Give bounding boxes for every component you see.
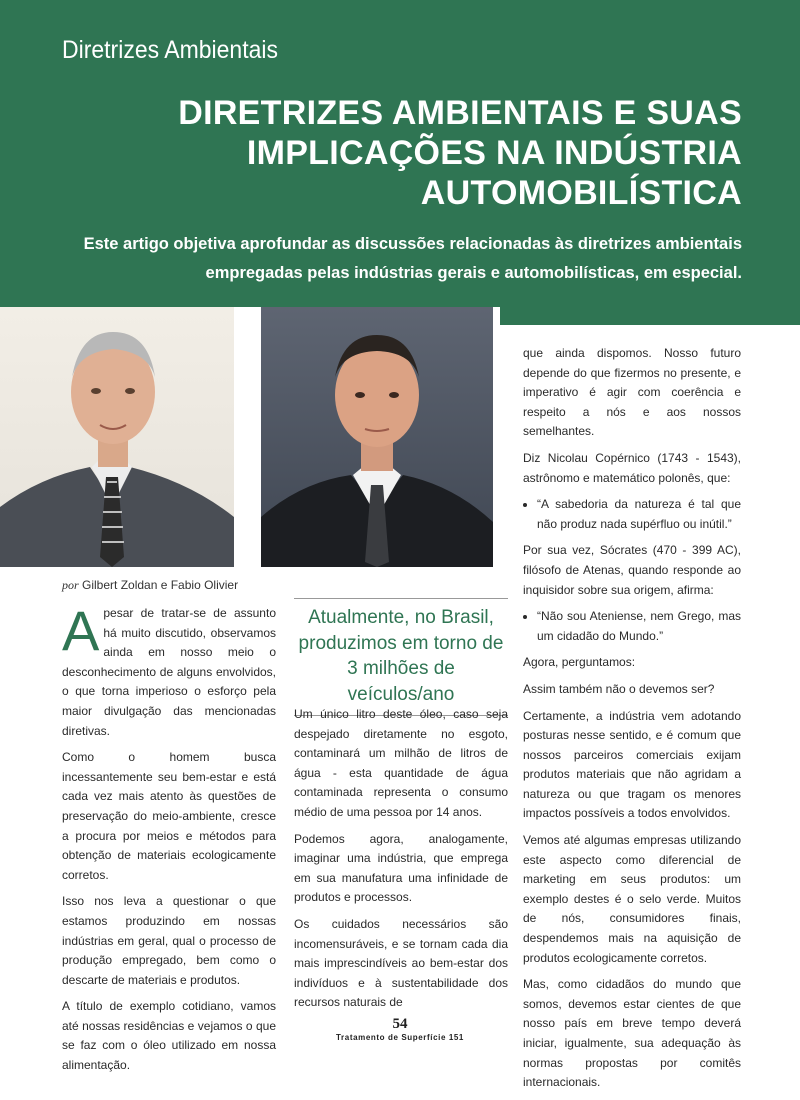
- article-headline: [42, 93, 742, 213]
- paragraph: Podemos agora, analogamente, imaginar uma indústria, que emprega em sua manufatura uma infinidade de produtos e processos.: [294, 831, 508, 905]
- paragraph: Assim também não o devemos ser?: [523, 681, 715, 696]
- pull-quote: Atualmente, no Brasil, produzimos em torno de 3 milhões de veículos/ano: [294, 598, 508, 716]
- paragraph: [62, 599, 276, 741]
- paragraph: Mas, como cidadãos do mundo que somos, devemos estar cientes de que nosso país em breve tempo deverá iniciar, igualmente, sua adequação às normas propostas por comitês internacionais.: [523, 977, 741, 1090]
- paragraph: Vemos até algumas empresas utilizando este aspecto como diferencial de marketing em seus produtos: um exemplo destes é o selo verde. Muitos de nós, consumidores finais, despendemos mais na aquisição de produtos ecologicamente corretos.: [523, 833, 741, 965]
- paragraph: Por sua vez, Sócrates (470 - 399 AC), filósofo de Atenas, quando responde ao inquisidor sobre sua origem, afirma:: [523, 543, 741, 597]
- magazine-name: Tratamento de Superfície 151: [336, 1033, 464, 1042]
- paragraph: Isso nos leva a questionar o que estamos produzindo em nossas indústrias em geral, qual o processo de produção empregado, bem como o descarte de materiais e produtos.: [62, 894, 276, 987]
- column-1: [62, 599, 276, 1083]
- byline-authors: Gilbert Zoldan e Fabio Olivier: [82, 578, 239, 592]
- paragraph: A título de exemplo cotidiano, vamos até nossas residências e vejamos o que se faz com o óleo utilizado em nossa alimentação.: [62, 999, 276, 1073]
- headline-line-2: IMPLICAÇÕES NA INDÚSTRIA: [246, 134, 742, 172]
- headline-line-1: DIRETRIZES AMBIENTAIS E SUAS: [178, 94, 742, 132]
- paragraph: que ainda dispomos. Nosso futuro depende do que fizermos no presente, e imperativo é agir com coerência e respeito a nós e aos nossos semelhantes.: [523, 346, 741, 439]
- quote-list: [523, 607, 741, 646]
- section-title: Diretrizes Ambientais: [62, 36, 279, 64]
- lead-line-1: Este artigo objetiva aprofundar as discussões relacionadas às diretrizes ambientais: [83, 235, 742, 253]
- paragraph: Certamente, a indústria vem adotando posturas nesse sentido, e é comum que nossos parceiros comerciais exijam produtos materiais que não agridam a natureza ou que tragam os menores impactos possíveis a todos envolvidos.: [523, 708, 741, 821]
- author-photo-gilbert: [0, 307, 234, 567]
- byline: [62, 578, 238, 593]
- byline-prefix: por: [62, 578, 79, 592]
- quote-item: • “Não sou Ateniense, nem Grego, mas um cidadão do Mundo.”: [537, 607, 741, 646]
- lead-line-2: empregadas pelas indústrias gerais e automobilísticas, em especial.: [205, 264, 742, 282]
- author-photo-fabio: [261, 307, 493, 567]
- paragraph: Os cuidados necessários são incomensuráveis, e se tornam cada dia mais imprescindíveis ao bem-estar dos indivíduos e à sustentabilidade dos recursos naturais de: [294, 916, 508, 1010]
- column-2: [294, 705, 508, 1020]
- paragraph: Diz Nicolau Copérnico (1743 - 1543), astrônomo e matemático polonês, que:: [523, 450, 741, 485]
- headline-line-3: AUTOMOBILÍSTICA: [420, 174, 742, 212]
- quote-list: [523, 495, 741, 534]
- paragraph-text: pesar de tratar-se de assunto há muito discutido, observamos ainda em nosso meio o desconhecimento de alguns envolvidos, o que torna imperioso o esforço pela maior divulgação das mencionadas diretivas.: [62, 606, 276, 738]
- paragraph: Agora, perguntamos:: [523, 655, 636, 670]
- page-number: 54: [392, 1016, 408, 1032]
- column-3: [523, 344, 741, 1100]
- drop-cap: A: [62, 599, 100, 662]
- paragraph: Um único litro deste óleo, caso seja despejado diretamente no esgoto, contaminará um milhão de litros de água - esta quantidade de água contaminada representa o consumo médio de uma pessoa por 14 anos.: [294, 707, 508, 819]
- quote-item: • “A sabedoria da natureza é tal que não produz nada supérfluo ou inútil.”: [537, 495, 741, 534]
- paragraph: Como o homem busca incessantemente seu bem-estar e está cada vez mais atento às questões de preservação do meio-ambiente, cresce a procura por meios e métodos para obtenção de materiais ecologicamente corretos.: [62, 750, 276, 882]
- article-lead: [22, 230, 742, 288]
